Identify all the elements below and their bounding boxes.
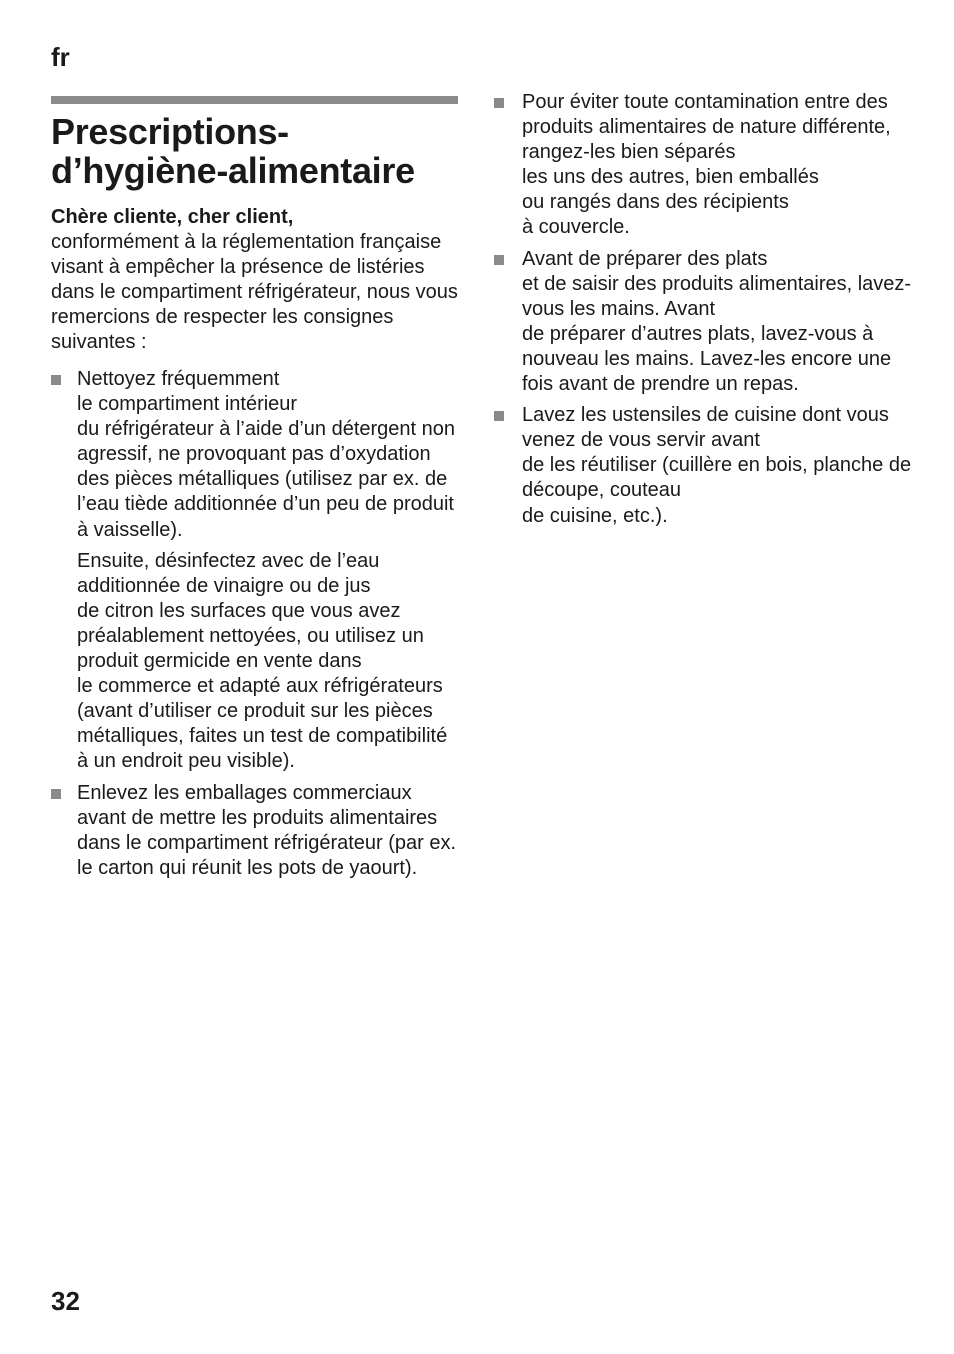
list-item (51, 367, 461, 775)
list-item-text: Enlevez les emballages commerciaux avant de mettre les produits alimentaires dans le compartiment réfrigérateur (par ex. le carton qui réunit les pots de yaourt). (77, 781, 457, 879)
list-item-text: Pour éviter toute contamination entre des produits alimentaires de nature différente, rangez-les bien séparés les uns des autres, bien emballés ou rangés dans des récipients à couvercle. (522, 91, 891, 239)
bullet-square-icon (494, 411, 504, 421)
section-divider (51, 96, 458, 104)
section-title: Prescriptions- d’hygiène-alimentaire (51, 111, 415, 191)
list-item-text: Lavez les ustensiles de cuisine dont vous venez de vous servir avant de les réutiliser (cuillère en bois, planche de découpe, couteau de cuisine, etc.). (522, 404, 912, 527)
language-tag: fr (51, 42, 70, 72)
page-number: 32 (51, 1286, 80, 1316)
list-item (494, 90, 914, 241)
list-item (494, 403, 914, 528)
list-item-followup: Ensuite, désinfectez avec de l’eau additionnée de vinaigre ou de jus de citron les surfaces que vous avez préalablement nettoyées, ou utilisez un produit germicide en vente dans le commerce et adapté aux réfrigérateurs (avant d’utiliser ce produit sur les pièces métalliques, faites un test de compatibilité à un endroit peu visible). (77, 549, 448, 773)
list-item (51, 781, 461, 881)
salutation: Chère cliente, cher client, (51, 206, 294, 228)
bullet-square-icon (51, 375, 61, 385)
bullet-square-icon (51, 789, 61, 799)
intro-paragraph (51, 205, 461, 355)
left-column (51, 205, 461, 887)
bullet-square-icon (494, 255, 504, 265)
list-item-text: Avant de préparer des plats et de saisir des produits alimentaires, lavez-vous les mains. Avant de préparer d’autres plats, lavez-vous à nouveau les mains. Lavez-les encore une fois avant de prendre un repas. (522, 247, 912, 396)
list-item-text: Nettoyez fréquemment le compartiment intérieur du réfrigérateur à l’aide d’un détergent non agressif, ne provoquant pas d’oxydation des pièces métalliques (utilisez par ex. de l’eau tiède additionnée d’un peu de produit à vaisselle). (77, 368, 456, 541)
right-column (494, 90, 914, 535)
list-item (494, 247, 914, 398)
bullet-square-icon (494, 98, 504, 108)
intro-text: conformément à la réglementation française visant à empêcher la présence de listéries dans le compartiment réfrigérateur, nous vous remercions de respecter les consignes suivantes : (51, 231, 458, 353)
